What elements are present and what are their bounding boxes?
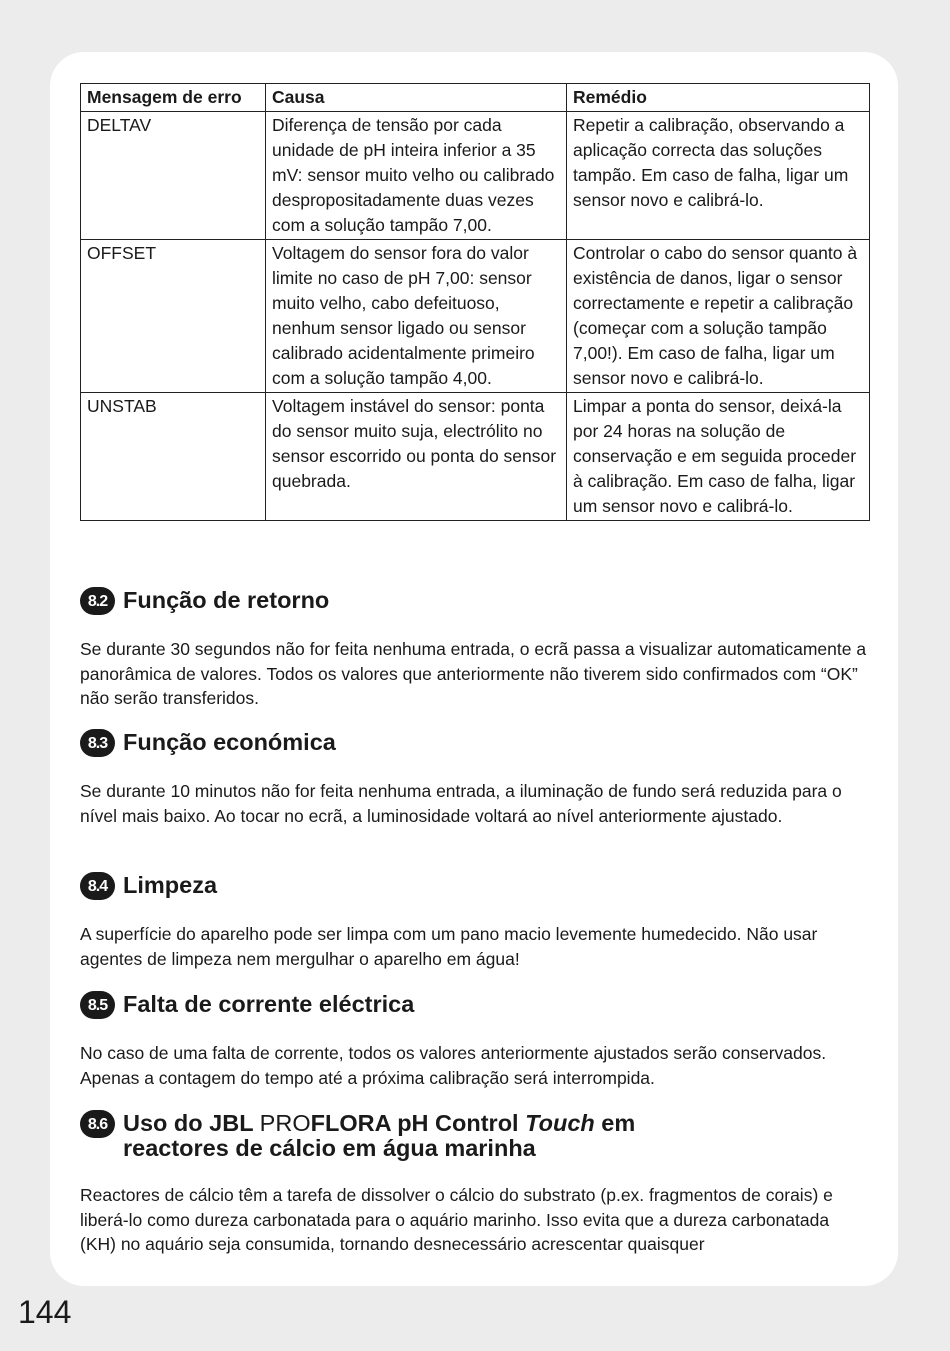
section-8-4 [80, 873, 869, 971]
page-number: 144 [18, 1294, 72, 1330]
section-heading [80, 1111, 869, 1161]
section-8-3 [80, 730, 869, 828]
section-heading [80, 730, 869, 757]
table-row [81, 240, 870, 393]
section-paragraph: No caso de uma falta de corrente, todos os valores anteriormente ajustados serão conservados. Apenas a contagem do tempo até a próxima calibração será interrompida. [80, 1043, 827, 1088]
error-table [80, 83, 870, 521]
brand-pro: PRO [259, 1110, 311, 1136]
header-remedy: Remédio [567, 84, 870, 112]
brand-touch: Touch [525, 1110, 595, 1136]
table-row [81, 393, 870, 521]
section-number-badge: 8.4 [80, 872, 115, 900]
row-message: OFFSET [81, 240, 266, 393]
section-number-badge: 8.5 [80, 991, 115, 1019]
section-paragraph: Reactores de cálcio têm a tarefa de dissolver o cálcio do substrato (p.ex. fragmentos de corais) e liberá-lo como dureza carbonatada para o aquário marinho. Isso evita que a dureza carbonatada (KH) no aquário seja consumida, tornando desnecessário acrescentar quaisquer [80, 1185, 833, 1254]
section-title [123, 1111, 869, 1161]
table-header-row [81, 84, 870, 112]
row-cause: Voltagem do sensor fora do valor limite no caso de pH 7,00: sensor muito velho, cabo defeituoso, nenhum sensor ligado ou sensor calibrado acidentalmente primeiro com a solução tampão 4,00. [266, 240, 567, 393]
title-line2: reactores de cálcio em água marinha [123, 1135, 536, 1161]
section-8-5 [80, 992, 869, 1090]
header-message: Mensagem de erro [81, 84, 266, 112]
section-title: Falta de corrente eléctrica [123, 991, 415, 1017]
row-cause: Diferença de tensão por cada unidade de pH inteira inferior a 35 mV: sensor muito velho ou calibrado despropositadamente duas vezes com a solução tampão 7,00. [266, 112, 567, 240]
row-cause: Voltagem instável do sensor: ponta do sensor muito suja, electrólito no sensor escorrido ou ponta do sensor quebrada. [266, 393, 567, 521]
title-part1: Uso do JBL [123, 1110, 260, 1136]
row-remedy: Limpar a ponta do sensor, deixá-la por 24 horas na solução de conservação e em seguida proceder à calibração. Em caso de falha, ligar um sensor novo e calibrá-lo. [567, 393, 870, 521]
section-title: Limpeza [123, 872, 218, 898]
row-remedy: Repetir a calibração, observando a aplicação correcta das soluções tampão. Em caso de falha, ligar um sensor novo e calibrá-lo. [567, 112, 870, 240]
section-heading [80, 588, 869, 615]
section-paragraph: Se durante 30 segundos não for feita nenhuma entrada, o ecrã passa a visualizar automaticamente a panorâmica de valores. Todos os valores que anteriormente não tiverem sido confirmados com “OK” não serão transferidos. [80, 639, 867, 708]
section-paragraph: Se durante 10 minutos não for feita nenhuma entrada, a iluminação de fundo será reduzida para o nível mais baixo. Ao tocar no ecrã, a luminosidade voltará ao nível anteriormente ajustado. [80, 781, 842, 826]
row-remedy: Controlar o cabo do sensor quanto à existência de danos, ligar o sensor correctamente e repetir a calibração (começar com a solução tampão 7,00!). Em caso de falha, ligar um sensor novo e calibrá-lo. [567, 240, 870, 393]
section-number-badge: 8.6 [80, 1110, 115, 1138]
section-paragraph: A superfície do aparelho pode ser limpa com um pano macio levemente humedecido. Não usar agentes de limpeza nem mergulhar o aparelho em água! [80, 924, 818, 969]
error-table-container [80, 83, 869, 521]
section-title: Função de retorno [123, 587, 330, 613]
section-8-6 [80, 1111, 869, 1257]
section-number-badge: 8.2 [80, 587, 115, 615]
row-message: DELTAV [81, 112, 266, 240]
section-8-2 [80, 588, 869, 711]
section-heading [80, 873, 869, 900]
row-message: UNSTAB [81, 393, 266, 521]
section-title: Função económica [123, 729, 336, 755]
section-heading [80, 992, 869, 1019]
table-row [81, 112, 870, 240]
title-part2: em [594, 1110, 636, 1136]
brand-flora: FLORA pH Control [310, 1110, 526, 1136]
header-cause: Causa [266, 84, 567, 112]
section-number-badge: 8.3 [80, 729, 115, 757]
